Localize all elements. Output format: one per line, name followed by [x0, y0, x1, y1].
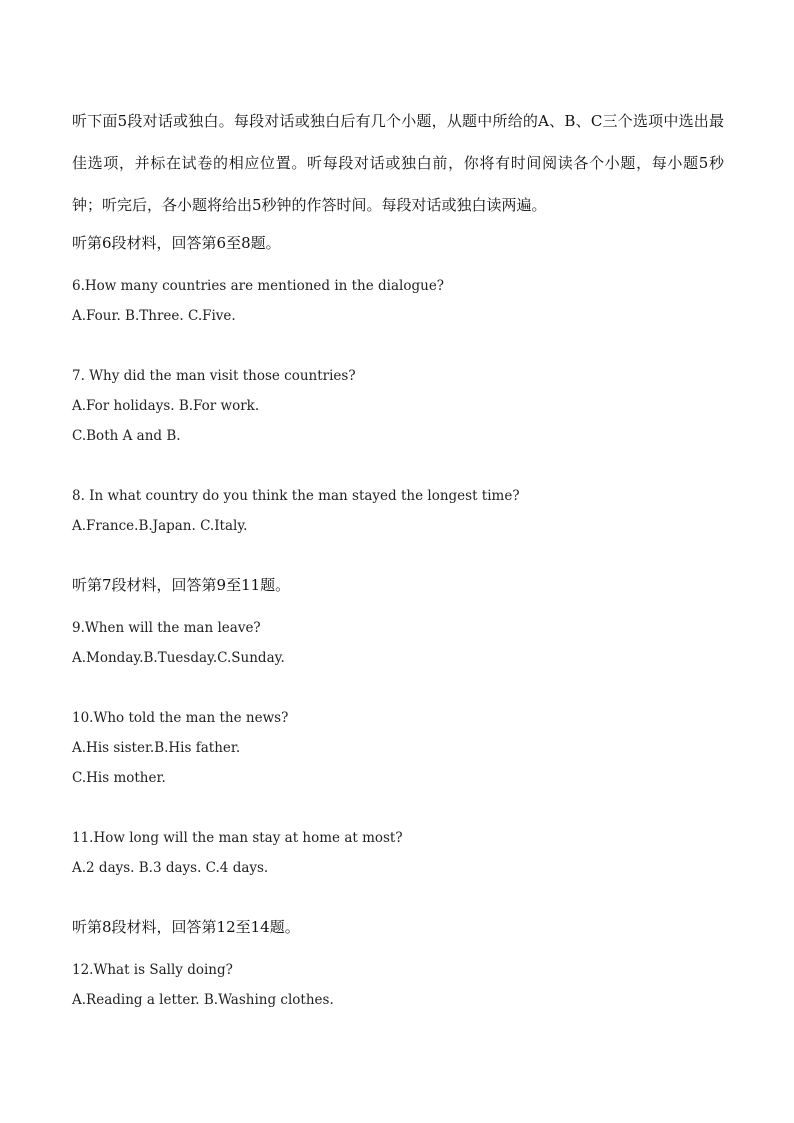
question-10-options-line2: C.His mother.	[72, 770, 166, 786]
question-6-options: A.Four. B.Three. C.Five.	[72, 308, 236, 324]
question-11-stem: 11.How long will the man stay at home at most?	[72, 830, 403, 846]
question-11-options: A.2 days. B.3 days. C.4 days.	[72, 860, 269, 876]
listening-instructions: 听下面5段对话或独白。每段对话或独白后有几个小题，从题中所给的A、B、C三个选项中选出最佳选项，并标在试卷的相应位置。听每段对话或独白前，你将有时间阅读各个小题，每小题5秒钟；听完后，各小题将给出5秒钟的作答时间。每段对话或独白读两遍。	[72, 112, 724, 214]
question-9-options: A.Monday.B.Tuesday.C.Sunday.	[72, 650, 285, 666]
question-8-stem: 8. In what country do you think the man stayed the longest time?	[72, 488, 520, 504]
question-12-options: A.Reading a letter. B.Washing clothes.	[72, 992, 334, 1008]
section-heading-12-14: 听第8段材料，回答第12至14题。	[72, 918, 300, 936]
question-6-stem: 6.How many countries are mentioned in the dialogue?	[72, 278, 445, 294]
question-7-stem: 7. Why did the man visit those countries?	[72, 368, 356, 384]
section-heading-6-8: 听第6段材料，回答第6至8题。	[72, 234, 281, 252]
section-heading-9-11: 听第7段材料，回答第9至11题。	[72, 576, 291, 594]
question-8-options: A.France.B.Japan. C.Italy.	[72, 518, 248, 534]
question-10-stem: 10.Who told the man the news?	[72, 710, 289, 726]
question-9-stem: 9.When will the man leave?	[72, 620, 261, 636]
question-7-options: A.For holidays. B.For work.	[72, 398, 260, 414]
question-12-stem: 12.What is Sally doing?	[72, 962, 233, 978]
question-10-options: A.His sister.B.His father.	[72, 740, 241, 756]
question-7-options-line2: C.Both A and B.	[72, 428, 181, 444]
